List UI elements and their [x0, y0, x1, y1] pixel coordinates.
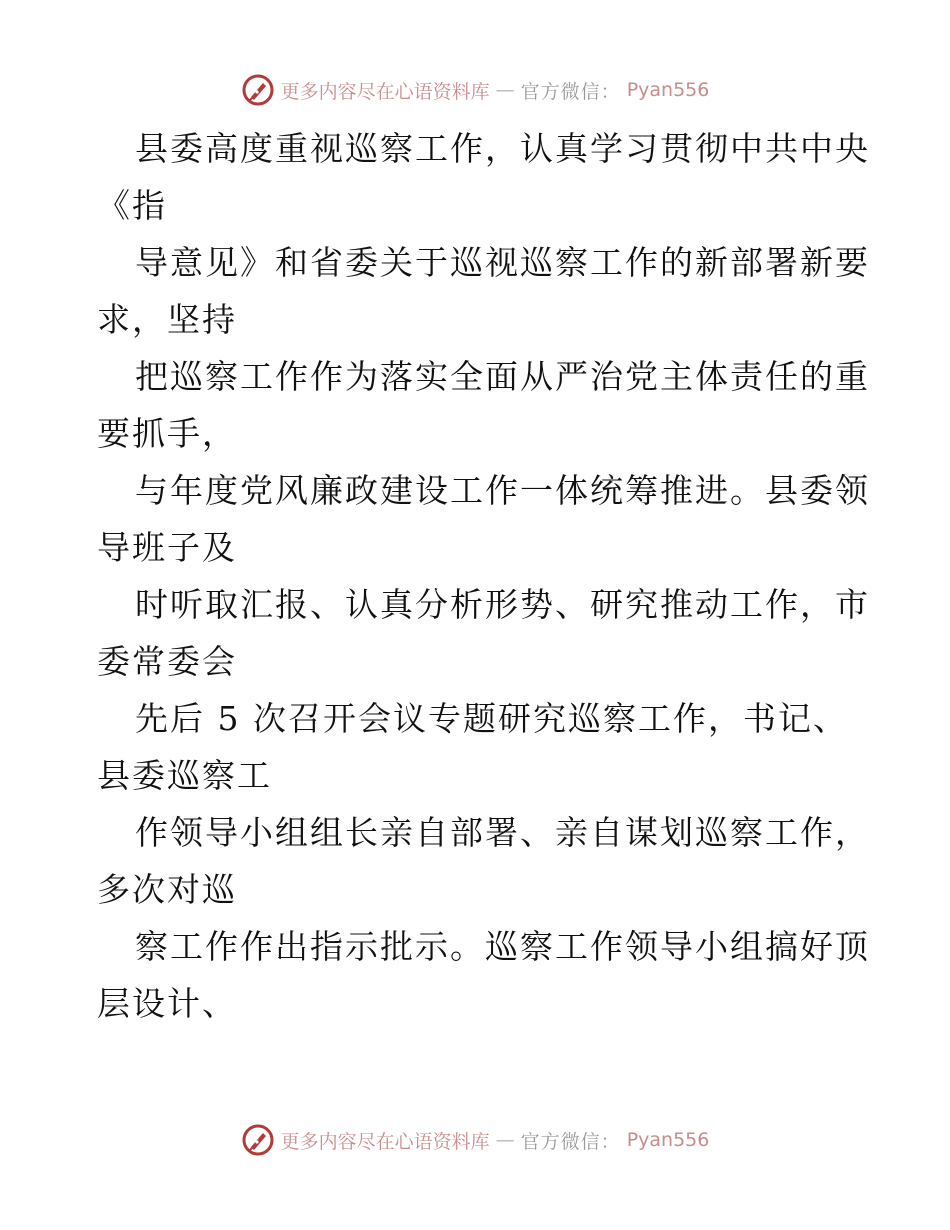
text-line: 察工作作出指示批示。巡察工作领导小组搞好顶	[135, 927, 870, 966]
pen-nib-logo-icon	[241, 1123, 275, 1157]
document-body	[97, 120, 870, 1032]
text-line: 《指	[97, 186, 167, 225]
text-line: 层设计、	[97, 984, 237, 1023]
pen-nib-logo-icon	[241, 73, 275, 107]
text-line: 要抓手，	[97, 414, 237, 453]
text-line: 求，坚持	[97, 300, 237, 339]
text-line: 导班子及	[97, 528, 237, 567]
text-line: 导意见》和省委关于巡视巡察工作的新部署新要	[135, 243, 870, 282]
watermark-main-text: 更多内容尽在心语资料库	[280, 1130, 490, 1153]
watermark-dash: —	[495, 1129, 515, 1151]
text-line: 作领导小组组长亲自部署、亲自谋划巡察工作，	[135, 813, 870, 852]
watermark-account-label: 官方微信：	[520, 1130, 621, 1153]
text-line: 县委高度重视巡察工作，认真学习贯彻中共中央	[135, 129, 870, 168]
watermark-main-text: 更多内容尽在心语资料库	[280, 80, 490, 103]
text-line: 县委巡察工	[97, 756, 272, 795]
watermark-account-label: 官方微信：	[520, 80, 621, 103]
footer-watermark	[0, 1120, 950, 1160]
header-watermark	[0, 70, 950, 110]
text-line: 时听取汇报、认真分析形势、研究推动工作，市	[135, 585, 870, 624]
watermark-account-id: Pyan556	[626, 79, 710, 101]
text-line: 把巡察工作作为落实全面从严治党主体责任的重	[135, 357, 870, 396]
text-line: 先后 5 次召开会议专题研究巡察工作，书记、	[135, 699, 848, 738]
text-line: 委常委会	[97, 642, 237, 681]
text-line: 多次对巡	[97, 870, 237, 909]
text-line: 与年度党风廉政建设工作一体统筹推进。县委领	[135, 471, 870, 510]
watermark-account-id: Pyan556	[626, 1129, 710, 1151]
watermark-dash: —	[495, 79, 515, 101]
